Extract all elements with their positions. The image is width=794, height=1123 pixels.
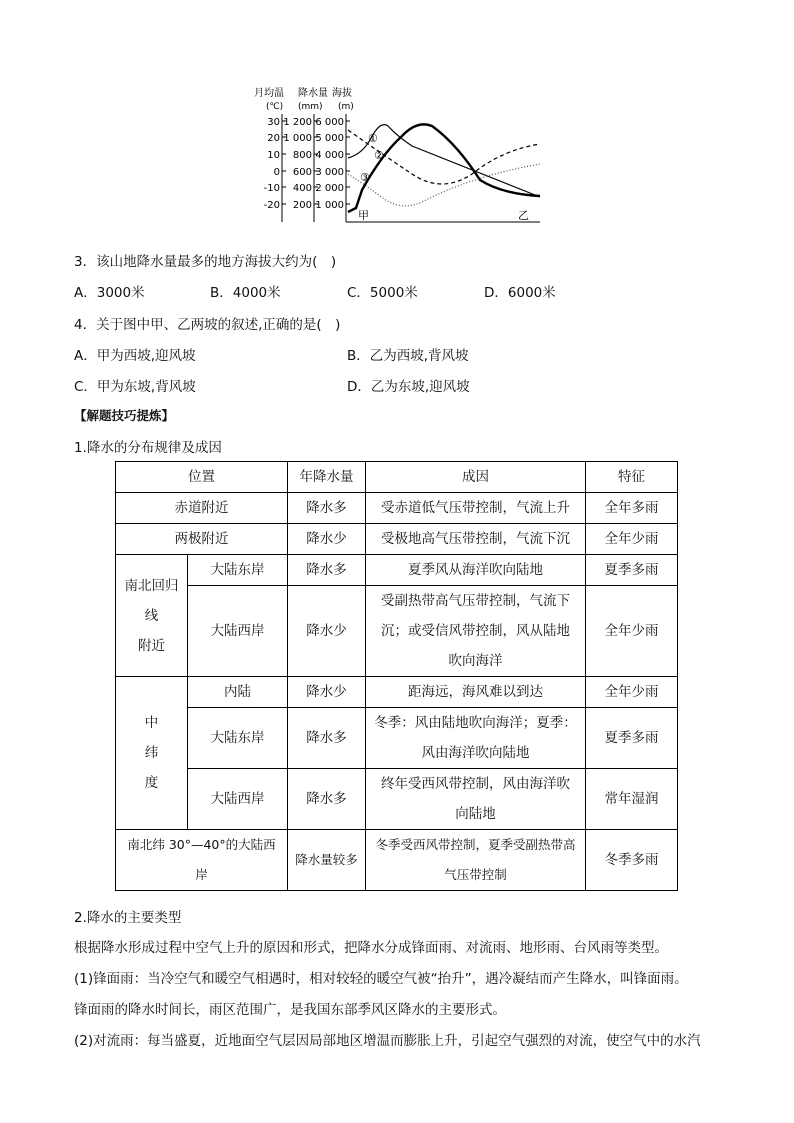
question-3-option-b[interactable]: B．4000米: [210, 285, 281, 301]
cause-line: 吹向海洋: [448, 653, 503, 669]
cause-line: 风由海洋吹向陆地: [421, 745, 530, 761]
cause-line: 沉；或受信风带控制，风从陆地: [381, 623, 570, 639]
precip-tick: 200: [292, 200, 312, 211]
group-mid-line: 中: [144, 715, 159, 731]
cell-amount: 降水多: [288, 493, 366, 524]
cell-cause: 夏季风从海洋吹向陆地: [366, 555, 586, 586]
cell-location: [116, 830, 288, 891]
cell-cause: [366, 830, 586, 891]
cell-location: 赤道附近: [116, 493, 288, 524]
temp-tick: 10: [267, 150, 280, 161]
temp-tick: 20: [267, 133, 280, 144]
header-location: 位置: [116, 462, 288, 493]
curve-label-2: ②: [374, 149, 384, 162]
cell-location: 内陆: [188, 677, 288, 708]
table-row: [116, 524, 678, 555]
cell-feature: 夏季多雨: [586, 708, 678, 769]
side-label-yi: 乙: [518, 209, 529, 222]
elev-unit: (m): [338, 102, 354, 112]
paragraph: 锋面雨的降水时间长，雨区范围广，是我国东部季风区降水的主要形式。: [74, 1002, 506, 1018]
group-tropics-line: 附近: [138, 637, 165, 654]
cell-amount: 降水少: [288, 524, 366, 555]
cell-cause: [366, 708, 586, 769]
question-3-option-c[interactable]: C．5000米: [347, 285, 418, 301]
cell-cause: 距海远，海风难以到达: [366, 677, 586, 708]
location-line: 岸: [195, 867, 208, 882]
cell-cause: [366, 769, 586, 830]
question-4-option-a[interactable]: A．甲为西坡,迎风坡: [74, 348, 196, 364]
question-3-stem: 3．该山地降水量最多的地方海拔大约为( ): [74, 254, 337, 270]
table-row: [116, 769, 678, 830]
temp-header: 月均温: [254, 88, 284, 99]
table-row: [116, 830, 678, 891]
header-amount: 年降水量: [288, 462, 366, 493]
group-mid-line: 度: [144, 775, 159, 791]
cell-feature: 全年少雨: [586, 524, 678, 555]
cell-feature: 全年多雨: [586, 493, 678, 524]
figure-svg: [252, 84, 542, 228]
elev-tick: 5 000: [315, 133, 344, 144]
cell-cause: [366, 586, 586, 677]
precip-tick: 400: [292, 183, 312, 194]
subheading-distribution: 1.降水的分布规律及成因: [74, 440, 222, 456]
cause-line: 受副热带高气压带控制，气流下: [381, 593, 570, 609]
cell-amount: 降水量较多: [288, 830, 366, 891]
cell-location: 大陆东岸: [188, 708, 288, 769]
header-cause: 成因: [366, 462, 586, 493]
precip-unit: (mm): [298, 102, 323, 112]
precip-tick: 600: [292, 167, 312, 178]
cell-location: 大陆西岸: [188, 769, 288, 830]
elev-tick: 3 000: [315, 167, 344, 178]
cell-location: 两极附近: [116, 524, 288, 555]
question-4-stem: 4．关于图中甲、乙两坡的叙述,正确的是( ): [74, 317, 341, 333]
curve-label-3: ③: [360, 171, 370, 184]
paragraph: (2)对流雨：每当盛夏，近地面空气层因局部地区增温而膨胀上升，引起空气强烈的对流，使空气中的水汽: [74, 1033, 701, 1049]
location-line: 南北纬 30°—40°的大陆西: [127, 837, 276, 852]
table-row: [116, 555, 678, 586]
temp-tick: 0: [273, 167, 280, 178]
precip-header: 降水量: [298, 88, 328, 99]
group-mid-line: 纬: [144, 745, 159, 761]
elev-tick: 2 000: [315, 183, 344, 194]
group-tropics: [116, 555, 188, 677]
table-row: [116, 493, 678, 524]
precip-tick: 1 000: [283, 133, 312, 144]
cell-amount: 降水多: [288, 708, 366, 769]
cell-feature: 常年湿润: [586, 769, 678, 830]
cell-feature: 全年少雨: [586, 586, 678, 677]
group-tropics-line: 南北回归线: [124, 577, 179, 624]
paragraph: (1)锋面雨：当冷空气和暖空气相遇时，相对较轻的暖空气被“抬升”，遇冷凝结而产生降水，叫锋面雨。: [74, 971, 688, 987]
question-4-option-d[interactable]: D．乙为东坡,迎风坡: [347, 379, 470, 395]
temp-tick: 30: [267, 117, 280, 128]
cell-amount: 降水少: [288, 586, 366, 677]
cell-cause: 受极地高气压带控制，气流下沉: [366, 524, 586, 555]
header-feature: 特征: [586, 462, 678, 493]
cell-location: 大陆西岸: [188, 586, 288, 677]
elev-tick: 6 000: [315, 117, 344, 128]
elev-header: 海拔: [332, 88, 352, 99]
cause-line: 终年受西风带控制，风由海洋吹: [381, 776, 570, 792]
elev-tick: 1 000: [315, 200, 344, 211]
cell-feature: 冬季多雨: [586, 830, 678, 891]
precip-tick: 800: [292, 150, 312, 161]
cell-location: 大陆东岸: [188, 555, 288, 586]
elev-tick: 4 000: [315, 150, 344, 161]
table-row: [116, 677, 678, 708]
section-title: 【解题技巧提炼】: [74, 408, 175, 423]
temp-tick: -20: [263, 200, 280, 211]
curve-label-1: ①: [368, 132, 378, 145]
question-4-option-c[interactable]: C．甲为东坡,背风坡: [74, 379, 196, 395]
temp-tick: -10: [263, 183, 280, 194]
cell-amount: 降水多: [288, 555, 366, 586]
precipitation-table: [115, 461, 678, 891]
question-4-option-b[interactable]: B．乙为西坡,背风坡: [347, 348, 469, 364]
question-3-option-a[interactable]: A．3000米: [74, 285, 145, 301]
temp-unit: (℃): [266, 102, 284, 112]
side-label-jia: 甲: [358, 209, 369, 222]
cell-amount: 降水少: [288, 677, 366, 708]
group-mid-latitude: [116, 677, 188, 830]
table-header-row: [116, 462, 678, 493]
subheading-types: 2.降水的主要类型: [74, 910, 182, 926]
table-row: [116, 708, 678, 769]
cell-cause: 受赤道低气压带控制，气流上升: [366, 493, 586, 524]
cause-line: 冬季：风由陆地吹向海洋；夏季：: [374, 715, 577, 731]
precip-tick: 1 200: [283, 117, 312, 128]
cell-feature: 全年少雨: [586, 677, 678, 708]
question-3-option-d[interactable]: D．6000米: [484, 285, 556, 301]
table-row: [116, 586, 678, 677]
climate-elevation-figure: [252, 84, 542, 228]
cause-line: 气压带控制: [444, 867, 507, 882]
cause-line: 向陆地: [455, 806, 496, 822]
cell-amount: 降水多: [288, 769, 366, 830]
paragraph: 根据降水形成过程中空气上升的原因和形式，把降水分成锋面雨、对流雨、地形雨、台风雨等类型。: [74, 940, 668, 956]
cause-line: 冬季受西风带控制，夏季受副热带高: [375, 837, 576, 852]
cell-feature: 夏季多雨: [586, 555, 678, 586]
